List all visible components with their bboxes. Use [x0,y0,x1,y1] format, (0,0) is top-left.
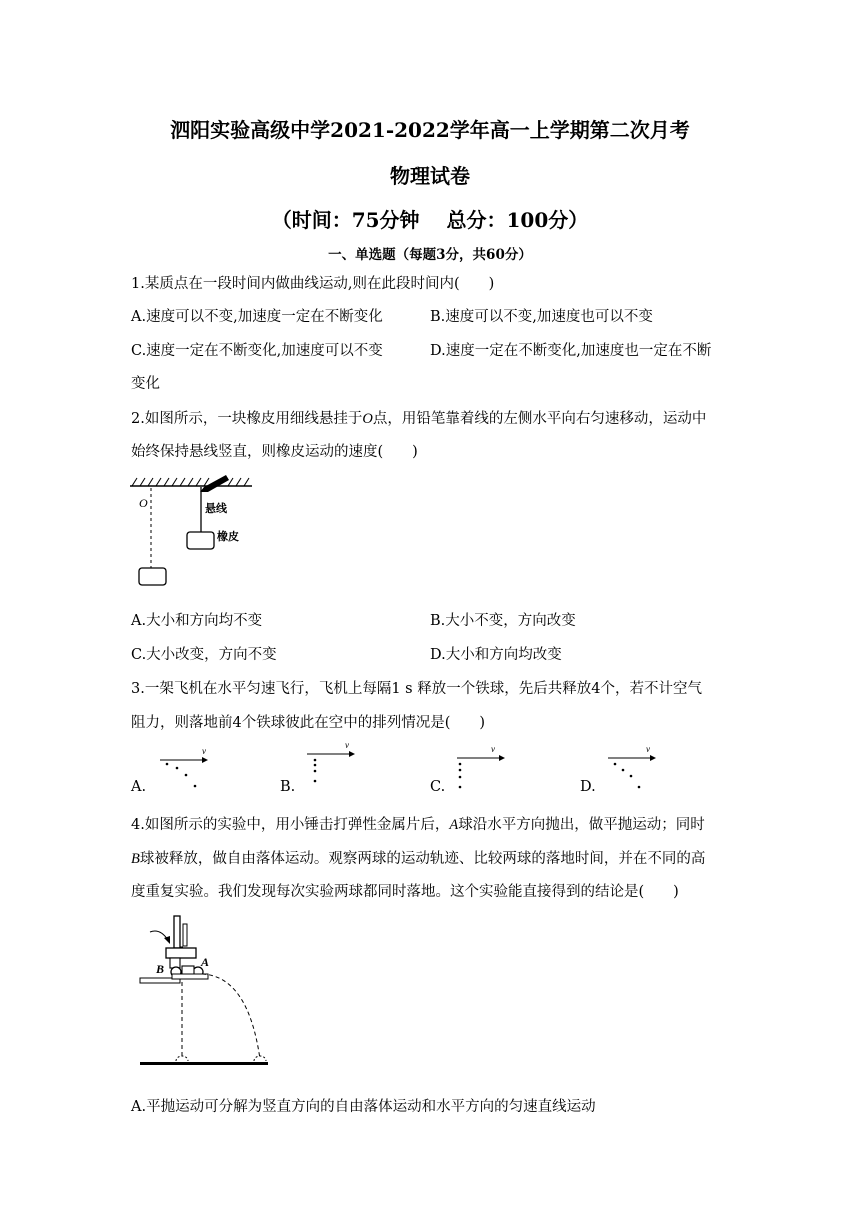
q2-option-d: D.大小和方向均改变 [430,647,562,663]
q3-v-label-c: v [491,744,495,754]
q3-stem-line1: 3.一架飞机在水平匀速飞行，飞机上每隔1 s 释放一个铁球，先后共释放4个，若不计空气 [131,681,702,697]
q3-v-label-a: v [202,746,206,756]
q4-label-b: B [156,962,165,976]
q1-option-d: D.速度一定在不断变化,加速度也一定在不断 [430,343,712,359]
q3-figure-b [305,738,365,788]
exam-title: 泗阳实验高级中学2021-2022学年高一上学期第二次月考 [170,118,690,142]
q1-option-c: C.速度一定在不断变化,加速度可以不变 [131,343,383,359]
q3-figure-a [158,744,218,794]
q2-option-a: A.大小和方向均不变 [131,613,263,629]
q3-v-label-d: v [646,744,650,754]
q3-option-b-label: B. [280,779,296,795]
q1-option-a: A.速度可以不变,加速度一定在不断变化 [131,309,383,325]
q4-stem-line2: B球被释放，做自由落体运动。观察两球的运动轨迹、比较两球的落地时间，并在不同的高 [131,851,706,867]
q2-figure-eraser-string [128,474,258,592]
q3-option-d-label: D. [580,779,596,795]
q4-figure-projectile-apparatus [138,914,288,1070]
q4-option-a: A.平抛运动可分解为竖直方向的自由落体运动和水平方向的匀速直线运动 [131,1099,596,1115]
q2-label-o: O [139,496,148,510]
q4-label-a: A [201,955,210,969]
q2-option-b: B.大小不变，方向改变 [430,613,576,629]
q3-figure-d [606,742,666,794]
exam-subtitle: 物理试卷 [390,164,470,188]
q3-v-label-b: v [345,740,349,750]
q2-option-c: C.大小改变，方向不变 [131,647,277,663]
q3-figure-c [455,742,515,794]
exam-time-score: （时间：75分钟 总分：100分） [271,208,589,232]
q1-stem: 1.某质点在一段时间内做曲线运动,则在此段时间内( ) [131,276,495,292]
q4-stem-line1: 4.如图所示的实验中，用小锤击打弹性金属片后，A球沿水平方向抛出，做平抛运动；同时 [131,817,705,833]
q3-option-c-label: C. [430,779,446,795]
q2-label-eraser: 橡皮 [217,530,239,543]
q2-stem-line1: 2.如图所示，一块橡皮用细线悬挂于O点，用铅笔靠着线的左侧水平向右匀速移动，运动中 [131,411,707,427]
q3-option-a-label: A. [131,779,147,795]
q1-option-d-cont: 变化 [131,376,160,392]
q2-label-string: 悬线 [205,502,227,515]
q2-stem-line2: 始终保持悬线竖直，则橡皮运动的速度( ) [131,444,418,460]
q1-option-b: B.速度可以不变,加速度也可以不变 [430,309,653,325]
section-heading: 一、单选题（每题3分，共60分） [328,247,532,263]
q4-stem-line3: 度重复实验。我们发现每次实验两球都同时落地。这个实验能直接得到的结论是( ) [131,884,679,900]
q3-stem-line2: 阻力，则落地前4个铁球彼此在空中的排列情况是( ) [131,715,486,731]
